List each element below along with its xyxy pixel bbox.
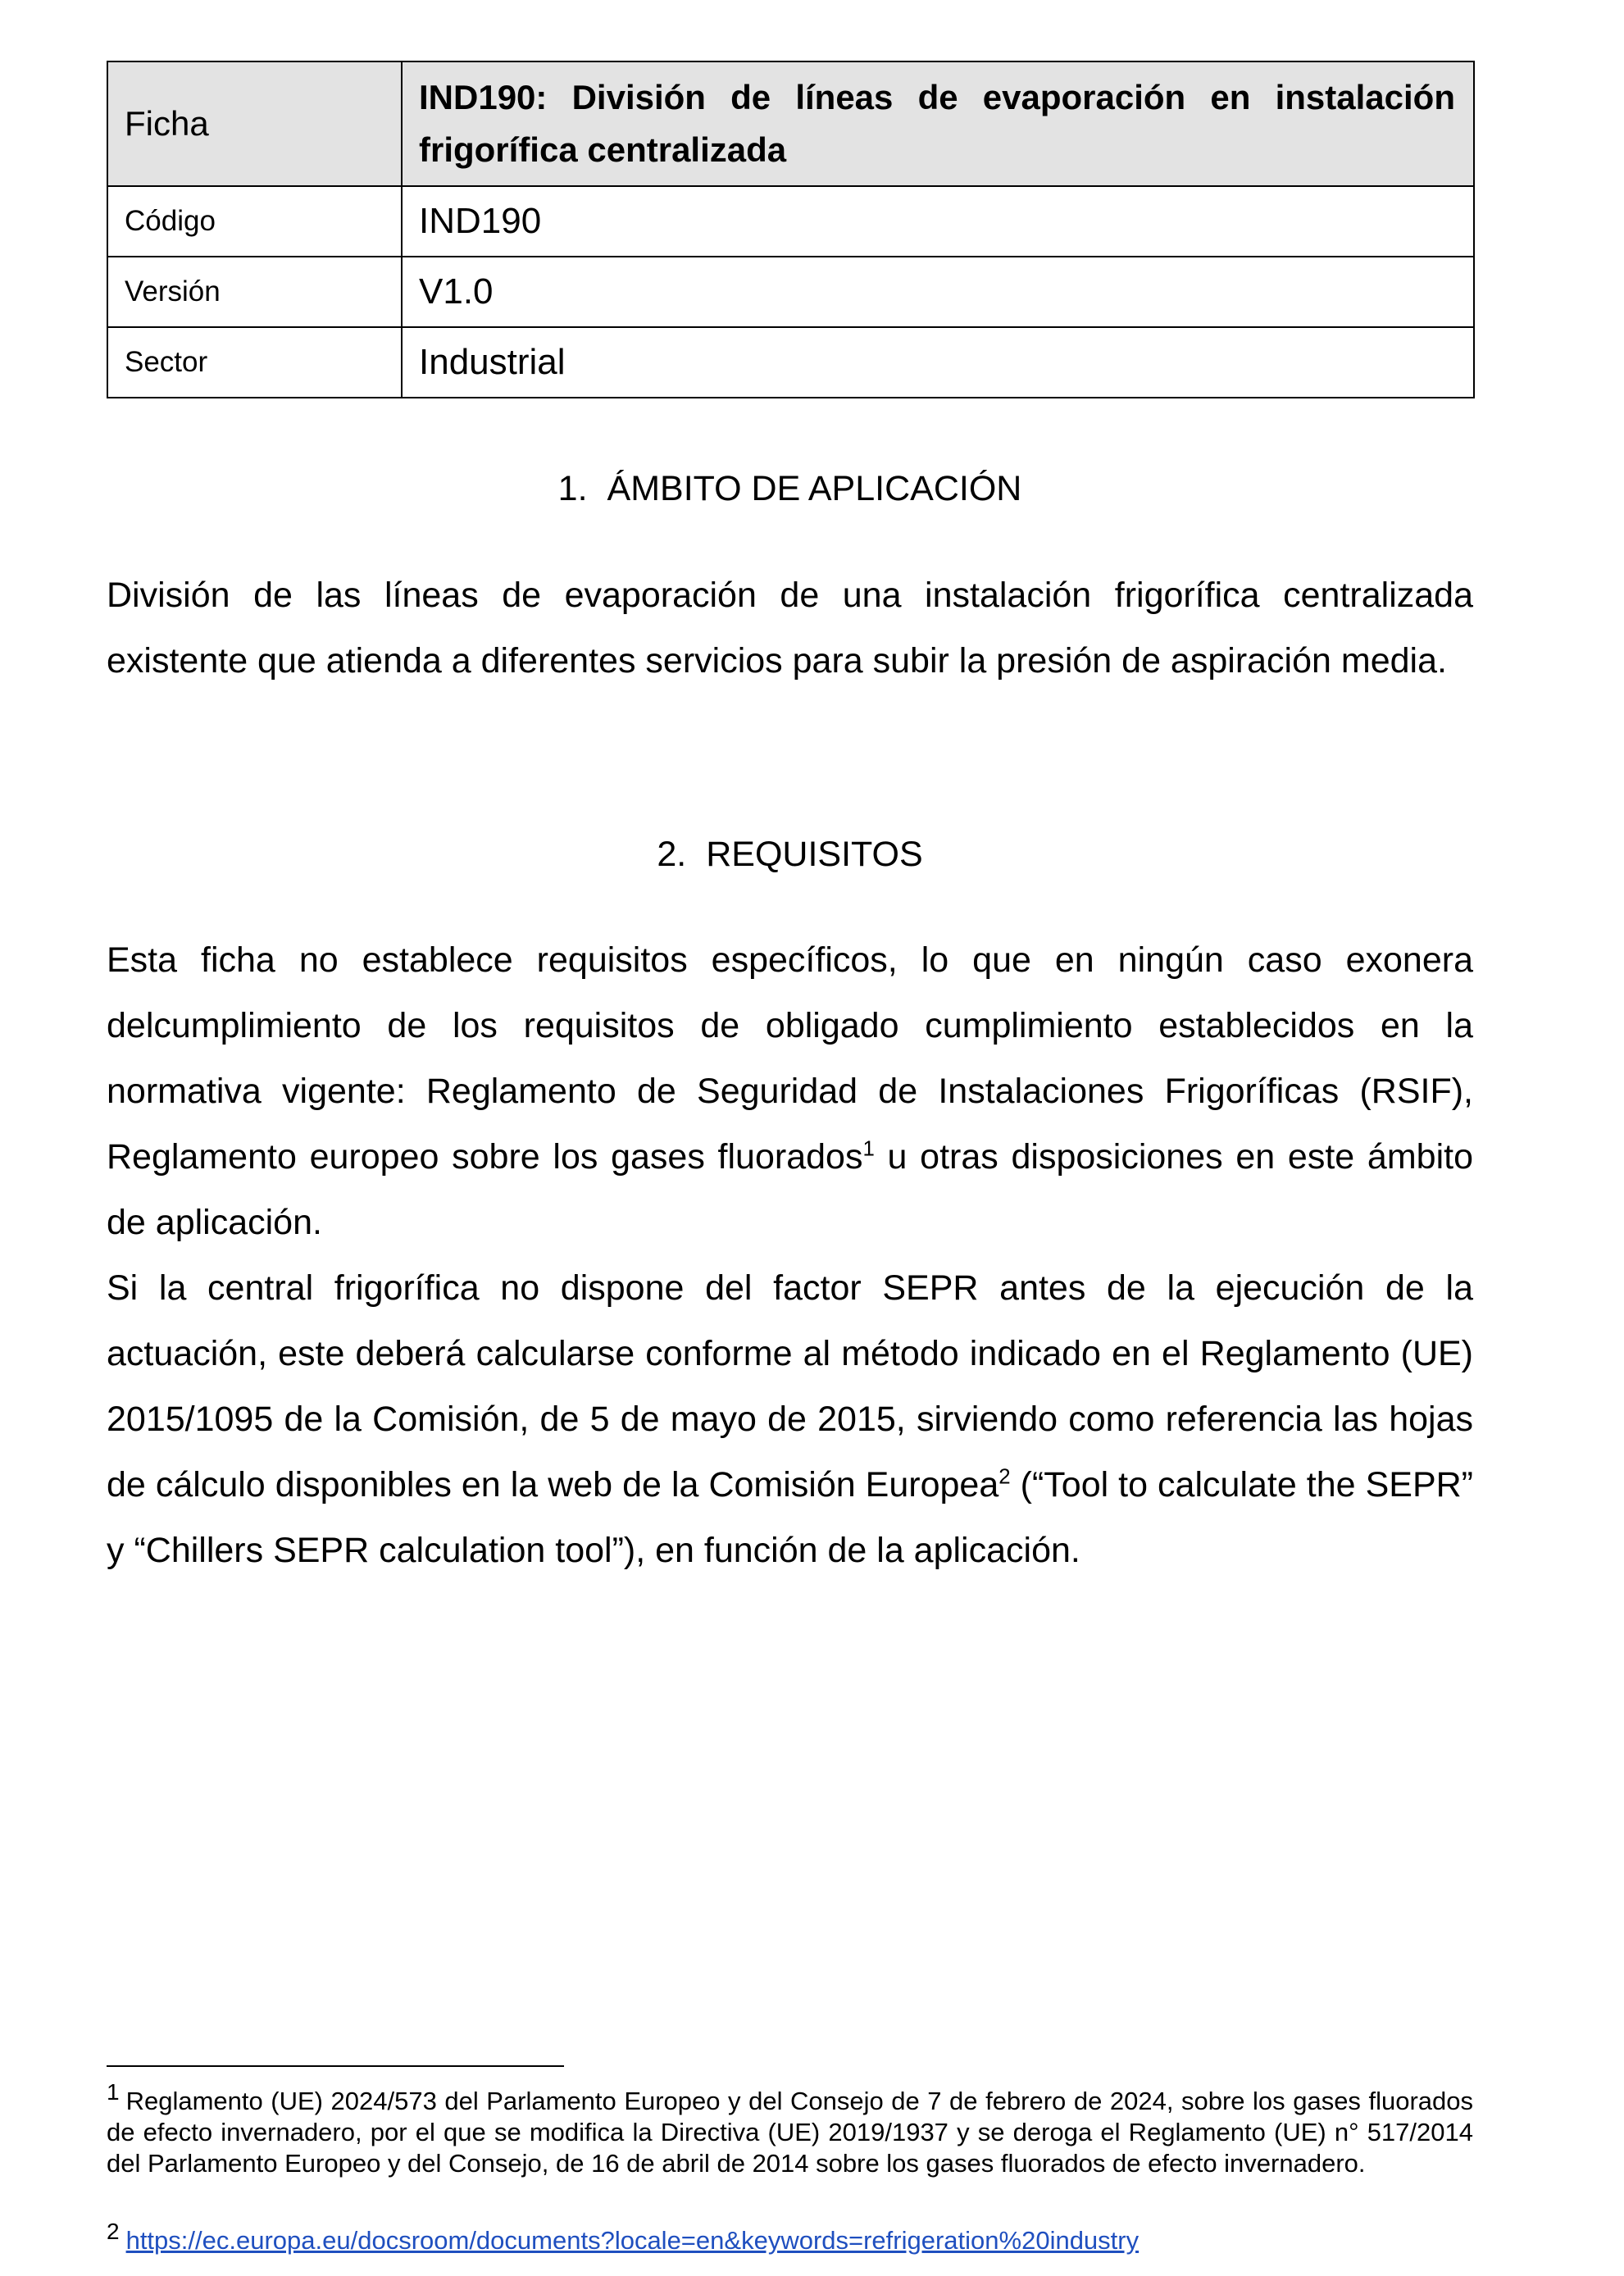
ficha-header-label: Ficha — [107, 61, 402, 186]
requisitos-paragraph-1 — [107, 927, 1473, 1255]
requisitos-p1-text: Esta ficha no establece requisitos específicos, lo que en ningún caso exonera delcumplimiento de los requisitos de obligado cumplimiento establecidos en la normativa vigente: Reglamento de Seguridad de Instalaciones Frigoríficas (RSIF), Reglamento europeo sobre los gases fluorados — [107, 940, 1473, 1177]
requisitos-paragraph-2 — [107, 1255, 1473, 1583]
footnote-mark: 2 — [107, 2219, 120, 2244]
footnote-2 — [107, 2219, 1473, 2256]
section-title: ÁMBITO DE APLICACIÓN — [607, 469, 1022, 508]
ficha-row-codigo — [107, 186, 1474, 257]
requisitos-p2-text-end: (“Tool to calculate the SEPR” y “Chillers SEPR calculation tool”), en función de la aplicación. — [107, 1465, 1473, 1570]
section-number: 2. — [657, 835, 687, 874]
ficha-row-version — [107, 257, 1474, 327]
footnote-ref-1[interactable]: 1 — [862, 1137, 875, 1161]
ficha-table — [107, 61, 1475, 398]
codigo-label: Código — [107, 186, 402, 257]
section-heading-requisitos — [107, 835, 1473, 875]
requisitos-p2-text: Si la central frigorífica no dispone del factor SEPR antes de la ejecución de la actuación, este deberá calcularse conforme al método indicado en el Reglamento (UE) 2015/1095 de la Comisión, de 5 de mayo de 2015, sirviendo como referencia las hojas de cálculo disponibles en la web de la Comisión Europea — [107, 1268, 1473, 1504]
footnote-divider — [107, 2065, 564, 2067]
sector-label: Sector — [107, 327, 402, 398]
sector-value: Industrial — [402, 327, 1474, 398]
footnote-link[interactable]: https://ec.europa.eu/docsroom/documents?locale=en&keywords=refrigeration%20industry — [125, 2226, 1140, 2255]
section-number: 1. — [557, 469, 588, 508]
footnote-mark: 1 — [107, 2079, 120, 2105]
ficha-row-sector — [107, 327, 1474, 398]
requisitos-p1-text-end: u otras disposiciones en este ámbito de aplicación. — [107, 1137, 1473, 1242]
section-heading-ambito — [107, 469, 1473, 509]
footnote-text: Reglamento (UE) 2024/573 del Parlamento Europeo y del Consejo de 7 de febrero de 2024, sobre los gases fluorados de efecto invernadero, por el que se modifica la Directiva (UE) 2019/1937 y se deroga el Reglamento (UE) n° 517/2014 del Parlamento Europeo y del Consejo, de 16 de abril de 2014 sobre los gases fluorados de efecto invernadero. — [107, 2087, 1473, 2178]
version-label: Versión — [107, 257, 402, 327]
codigo-value: IND190 — [402, 186, 1474, 257]
ficha-title: IND190: División de líneas de evaporación en instalación frigorífica centralizada — [402, 61, 1474, 186]
footnote-ref-2[interactable]: 2 — [999, 1465, 1011, 1489]
section-title: REQUISITOS — [706, 835, 923, 874]
ambito-paragraph: División de las líneas de evaporación de una instalación frigorífica centralizada existente que atienda a diferentes servicios para subir la presión de aspiración media. — [107, 576, 1473, 681]
ficha-header-row — [107, 61, 1474, 186]
footnote-1 — [107, 2079, 1473, 2179]
version-value: V1.0 — [402, 257, 1474, 327]
